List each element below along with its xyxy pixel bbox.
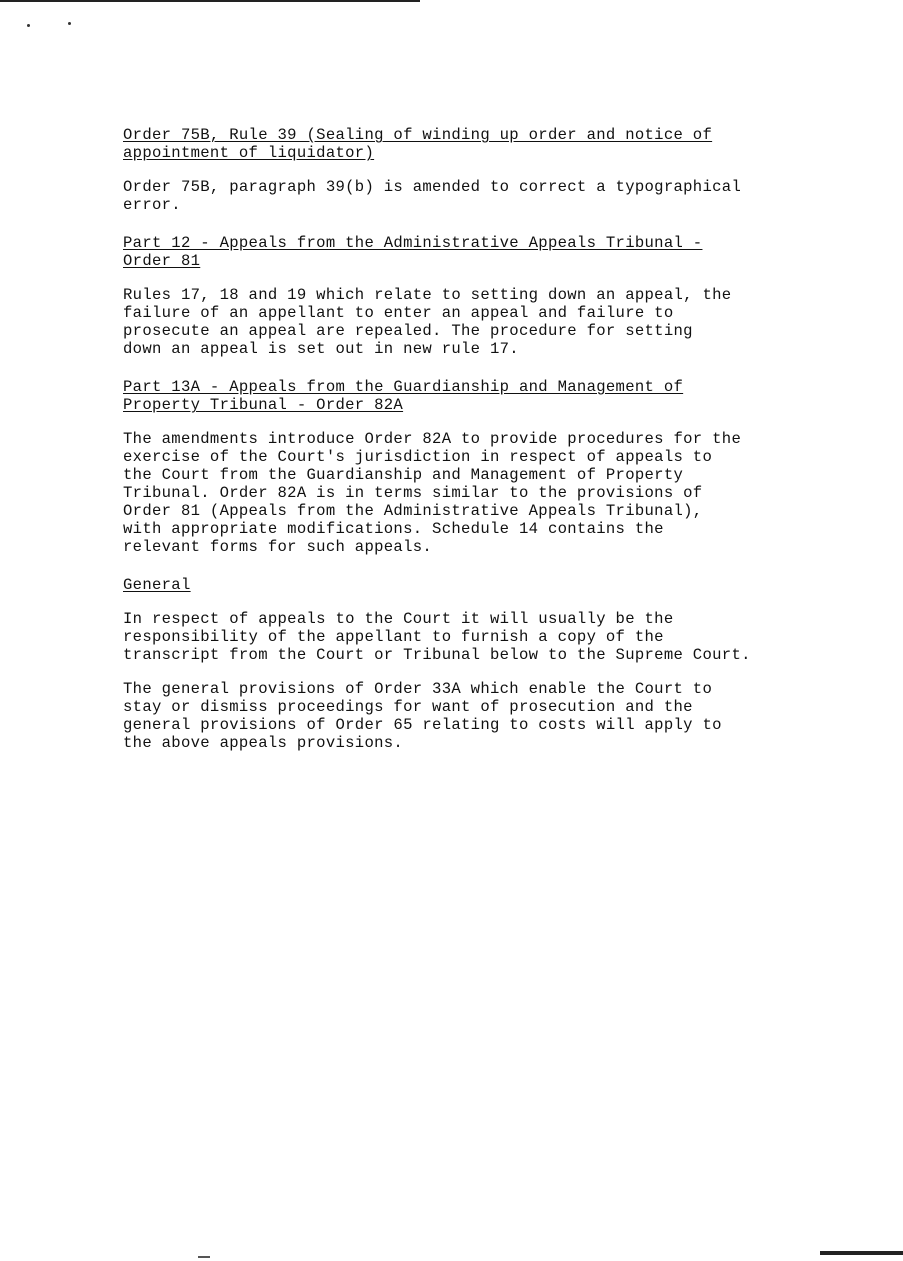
section-paragraph: In respect of appeals to the Court it will usually be the responsibility of the appellant to furnish a copy of the transcript from the Court or Tribunal below to the Supreme Court. [123, 610, 751, 664]
section-paragraph: Order 75B, paragraph 39(b) is amended to correct a typographical error. [123, 178, 742, 214]
scan-bottom-dash [198, 1256, 210, 1258]
scan-bottom-edge [820, 1251, 903, 1255]
section-paragraph: The general provisions of Order 33A which enable the Court to stay or dismiss proceedings for want of prosecution and the general provisions of Order 65 relating to costs will apply to the above appeals provisions. [123, 680, 722, 752]
section-heading: Part 13A - Appeals from the Guardianship and Management of Property Tribunal - Order 82A [123, 378, 684, 414]
scan-speck [68, 22, 71, 25]
section-heading: Part 12 - Appeals from the Administrative Appeals Tribunal - Order 81 [123, 234, 703, 270]
section-part-13a [123, 378, 843, 556]
section-heading: Order 75B, Rule 39 (Sealing of winding up order and notice of appointment of liquidator) [123, 126, 713, 162]
section-general [123, 576, 843, 752]
section-order-75b [123, 126, 843, 214]
document-body [123, 126, 843, 752]
section-part-12 [123, 234, 843, 358]
section-paragraph: The amendments introduce Order 82A to provide procedures for the exercise of the Court's jurisdiction in respect of appeals to the Court from the Guardianship and Management of Property Tribunal. Order 82A is in terms similar to the provisions of Order 81 (Appeals from the Administrative Appeals Tribunal), with appropriate modifications. Schedule 14 contains the relevant forms for such appeals. [123, 430, 742, 556]
section-paragraph: Rules 17, 18 and 19 which relate to setting down an appeal, the failure of an appellant to enter an appeal and failure to prosecute an appeal are repealed. The procedure for setting down an appeal is set out in new rule 17. [123, 286, 732, 358]
scan-speck [27, 24, 30, 27]
scan-top-edge [0, 0, 420, 2]
section-heading: General [123, 576, 191, 594]
